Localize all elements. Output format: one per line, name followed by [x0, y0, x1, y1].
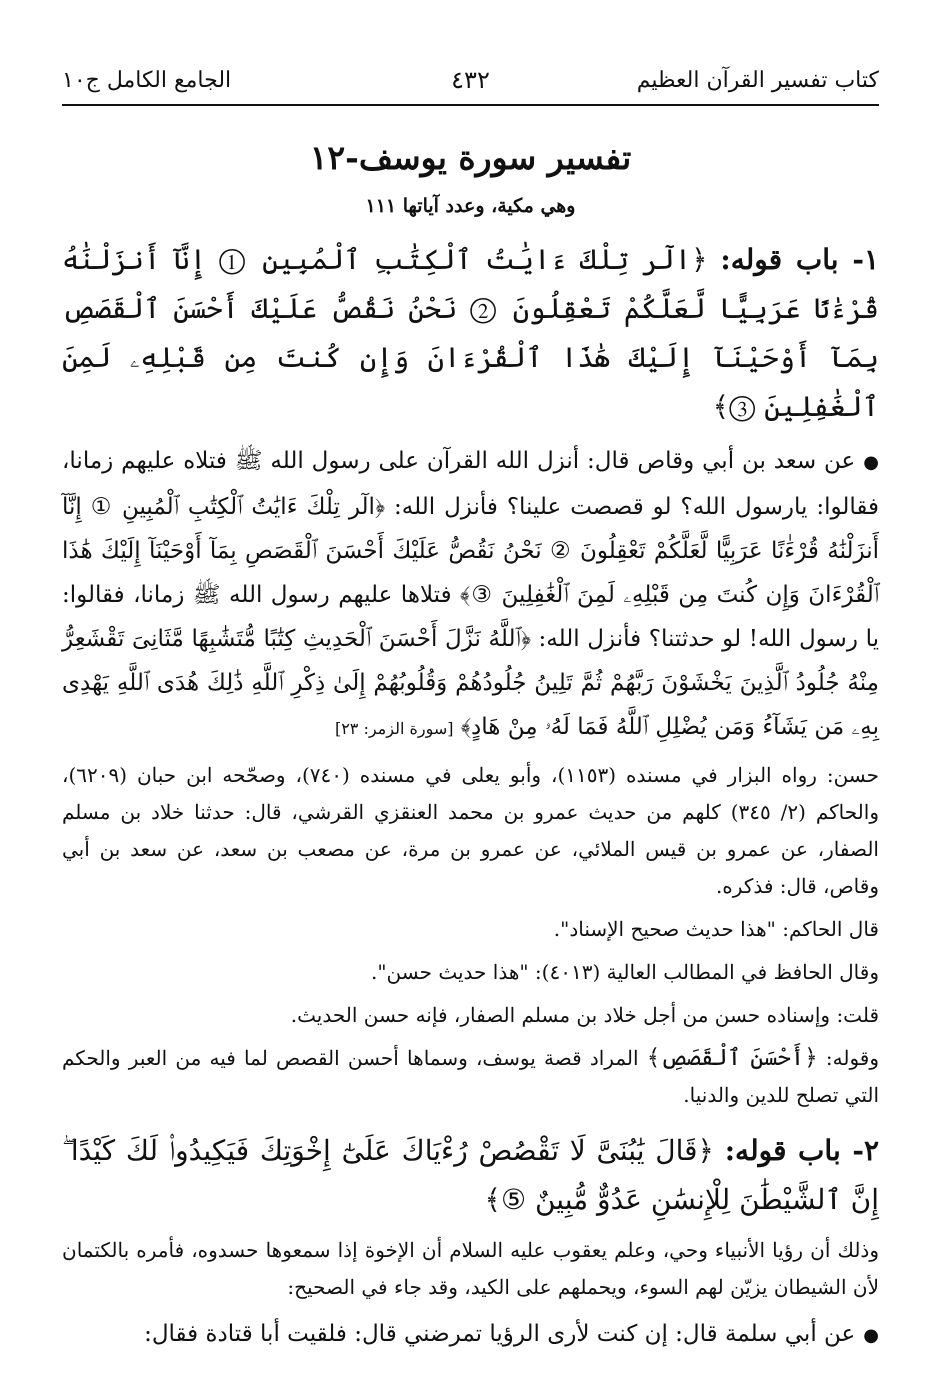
note-qultu: قلت: وإسناده حسن من أجل خلاد بن مسلم الصفار، فإنه حسن الحديث. — [290, 1003, 879, 1027]
bab-1 — [62, 235, 879, 431]
header-divider — [62, 104, 879, 106]
verse-reference: [سورة الزمر: ٢٣] — [334, 719, 454, 738]
note-qawluhu-text: المراد قصة يوسف، وسماها أحسن القصص لما فيه من العبر والحكم التي تصلح للدين والدنيا. — [62, 1046, 879, 1107]
bab-2-heading: ٢- باب قوله: — [724, 1134, 880, 1167]
page-number: ٤٣٢ — [451, 66, 490, 94]
bab-1-heading: ١- باب قوله: — [720, 243, 880, 276]
surah-title: تفسير سورة يوسف-١٢ — [309, 138, 632, 177]
bullet-icon: ● — [863, 452, 879, 473]
note-qawluhu — [62, 1040, 879, 1114]
bullet-icon: ● — [863, 1325, 879, 1346]
bab-1-verse: ﴿الٓر تِلْكَ ءَايَٰتُ ٱلْكِتَٰبِ ٱلْمُبِينِ ① إِنَّآ أَنزَلْنَٰهُ قُرْءَٰنًا عَرَبِيًّا لَّعَلَّكُمْ تَعْقِلُونَ ② نَحْنُ نَقُصُّ عَلَيْكَ أَحْسَنَ ٱلْقَصَصِ بِمَآ أَوْحَيْنَآ إِلَيْكَ هَٰذَا ٱلْقُرْءَانَ وَإِن كُنتَ مِن قَبْلِهِۦ لَمِنَ ٱلْغَٰفِلِينَ ③﴾ — [62, 243, 879, 423]
page-content — [62, 138, 879, 1364]
hadith-1-text: عن سعد بن أبي وقاص قال: أنزل الله القرآن على رسول الله ﷺ فتلاه عليهم زمانا، فقالوا: يارسول الله؟ لو قصصت علينا؟ فأنزل الله: ﴿الٓر تِلْكَ ءَايَٰتُ ٱلْكِتَٰبِ ٱلْمُبِينِ ① إِنَّآ أَنزَلْنَٰهُ قُرْءَٰنًا عَرَبِيًّا لَّعَلَّكُمْ تَعْقِلُونَ ② نَحْنُ نَقُصُّ عَلَيْكَ أَحْسَنَ ٱلْقَصَصِ بِمَآ أَوْحَيْنَآ إِلَيْكَ هَٰذَا ٱلْقُرْءَانَ وَإِن كُنتَ مِن قَبْلِهِۦ لَمِنَ ٱلْغَٰفِلِينَ ③﴾ فتلاها عليهم رسول الله ﷺ زمانا، فقالوا: يا رسول الله! لو حدثتنا؟ فأنزل الله: ﴿ٱللَّهُ نَزَّلَ أَحْسَنَ ٱلْحَدِيثِ كِتَٰبًا مُّتَشَٰبِهًا مَّثَانِىَ تَقْشَعِرُّ مِنْهُ جُلُودُ ٱلَّذِينَ يَخْشَوْنَ رَبَّهُمْ ثُمَّ تَلِينُ جُلُودُهُمْ وَقُلُوبُهُمْ إِلَىٰ ذِكْرِ ٱللَّهِ ذَٰلِكَ هُدَى ٱللَّهِ يَهْدِى بِهِۦ مَن يَشَآءُ وَمَن يُضْلِلِ ٱللَّهُ فَمَا لَهُۥ مِنْ هَادٍ﴾ — [62, 448, 879, 740]
header-volume: الجامع الكامل ج١٠ — [62, 67, 232, 93]
surah-subtitle: وهي مكية، وعدد آياتها ١١١ — [365, 195, 576, 217]
para-dhalika: وذلك أن رؤيا الأنبياء وحي، وعلم يعقوب عليه السلام أن الإخوة إذا سمعوها حسدوه، فأمره بالكتمان لأن الشيطان يزيّن لهم السوء، ويحملهم على الكيد، وقد جاء في الصحيح: — [62, 1238, 879, 1299]
bab-2-verse: ﴿قَالَ يَٰبُنَىَّ لَا تَقْصُصْ رُءْيَاكَ عَلَىٰٓ إِخْوَتِكَ فَيَكِيدُوا۟ لَكَ كَيْدًا ۖ إِنَّ ٱلشَّيْطَٰنَ لِلْإِنسَٰنِ عَدُوٌّ مُّبِينٌ ⑤﴾ — [62, 1134, 879, 1216]
note-qawluhu-quote: ﴿أَحْسَنَ ٱلْقَصَصِ﴾ — [646, 1045, 818, 1071]
bab-2 — [62, 1126, 879, 1224]
takhrij-1: حسن: رواه البزار في مسنده (١١٥٣)، وأبو يعلى في مسنده (٧٤٠)، وصحّحه ابن حبان (٦٢٠٩)، والحاكم (٢/ ٣٤٥) كلهم من حديث عمرو بن محمد العنقزي القرشي، قال: حدثنا خلاد بن مسلم الصفار، عن عمرو بن قيس الملائي، عن عمرو بن مرة، عن مصعب بن سعد، عن سعد بن أبي وقاص، قال: فذكره. — [62, 763, 880, 898]
running-header — [62, 60, 879, 100]
note-qawluhu-lead: وقوله: — [825, 1046, 879, 1070]
hadith-1 — [62, 439, 879, 751]
note-hafiz: وقال الحافظ في المطالب العالية (٤٠١٣): "هذا حديث حسن". — [371, 960, 879, 984]
hadith-2 — [62, 1312, 879, 1358]
header-book-title: كتاب تفسير القرآن العظيم — [636, 67, 879, 93]
hadith-2-text: عن أبي سلمة قال: إن كنت لأرى الرؤيا تمرضني قال: فلقيت أبا قتادة فقال: — [144, 1321, 856, 1347]
note-hakim: قال الحاكم: "هذا حديث صحيح الإسناد". — [553, 917, 879, 941]
